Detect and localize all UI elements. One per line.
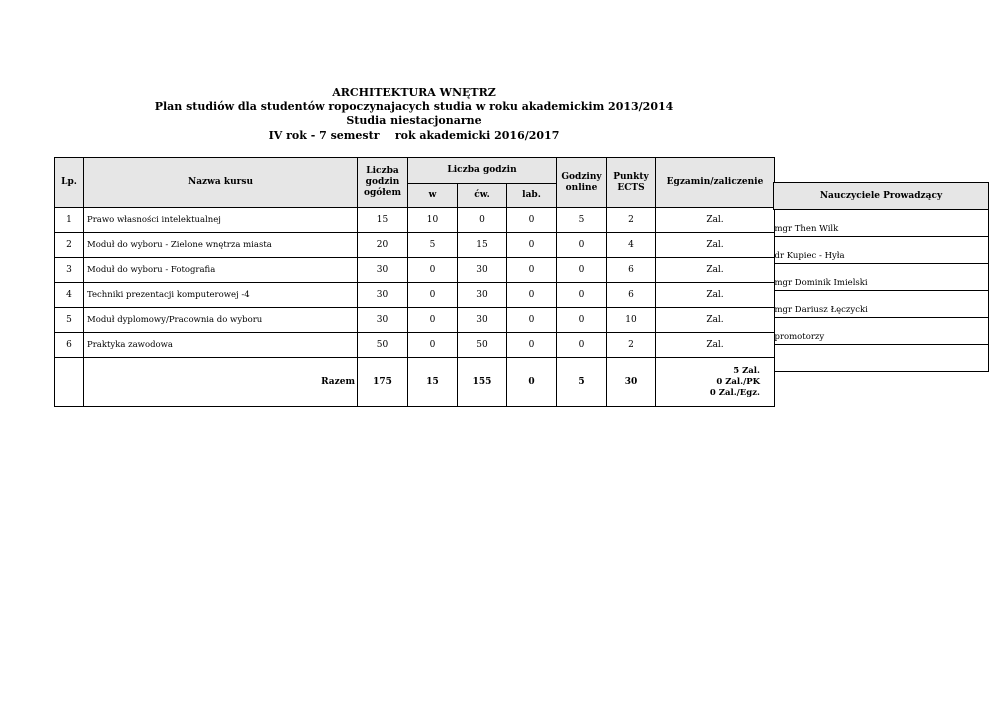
- cell-ects: 2: [607, 333, 656, 358]
- cell-course-name: Praktyka zawodowa: [84, 333, 358, 358]
- cell-ects: 6: [607, 283, 656, 308]
- cell-lp: 1: [55, 208, 84, 233]
- cell-course-name: Prawo własności intelektualnej: [84, 208, 358, 233]
- cell-online: 0: [557, 258, 607, 283]
- table-row: [55, 333, 775, 358]
- cell-exam: Zal.: [656, 333, 775, 358]
- header-online-hours: Godziny online: [557, 158, 607, 208]
- cell-exam: Zal.: [656, 233, 775, 258]
- cell-lab: 0: [507, 258, 557, 283]
- exam-summary: [656, 358, 775, 407]
- cell-lp: 5: [55, 308, 84, 333]
- cell-total-hours: 20: [358, 233, 408, 258]
- table-row: [55, 308, 775, 333]
- cell-total-hours: 30: [358, 258, 408, 283]
- exam-summary-pk: 0 Zal./PK: [716, 376, 760, 387]
- cell-empty: [55, 358, 84, 407]
- study-mode: Studia niestacjonarne: [346, 114, 482, 128]
- cell-course-name: Techniki prezentacji komputerowej -4: [84, 283, 358, 308]
- cell-lp: 3: [55, 258, 84, 283]
- cell-exercises: 15: [458, 233, 507, 258]
- exercises-sum: 155: [458, 358, 507, 407]
- header-lecture: w: [408, 184, 458, 208]
- cell-lab: 0: [507, 333, 557, 358]
- cell-exercises: 30: [458, 308, 507, 333]
- cell-lp: 2: [55, 233, 84, 258]
- faculty-title: ARCHITEKTURA WNĘTRZ: [332, 86, 496, 99]
- study-plan-table: [54, 157, 775, 407]
- cell-total-hours: 30: [358, 308, 408, 333]
- cell-exercises: 30: [458, 283, 507, 308]
- cell-exam: Zal.: [656, 208, 775, 233]
- cell-lecture: 0: [408, 333, 458, 358]
- header-lab: lab.: [507, 184, 557, 208]
- header-total-hours: Liczba godzin ogółem: [358, 158, 408, 208]
- header-lp: Lp.: [55, 158, 84, 208]
- cell-lecture: 0: [408, 308, 458, 333]
- lab-sum: 0: [507, 358, 557, 407]
- header-ects: Punkty ECTS: [607, 158, 656, 208]
- cell-ects: 4: [607, 233, 656, 258]
- cell-ects: 6: [607, 258, 656, 283]
- plan-title: Plan studiów dla studentów ropoczynajacych studia w roku akademickim 2013/2014: [154, 100, 674, 114]
- cell-lecture: 5: [408, 233, 458, 258]
- cell-ects: 10: [607, 308, 656, 333]
- cell-lab: 0: [507, 233, 557, 258]
- semester-info: IV rok - 7 semestr rok akademicki 2016/2017: [268, 128, 560, 142]
- header-exercises: ćw.: [458, 184, 507, 208]
- cell-lab: 0: [507, 308, 557, 333]
- cell-exam: Zal.: [656, 308, 775, 333]
- teachers-table: [773, 182, 989, 372]
- cell-ects: 2: [607, 208, 656, 233]
- cell-online: 0: [557, 333, 607, 358]
- cell-exam: Zal.: [656, 283, 775, 308]
- cell-lab: 0: [507, 283, 557, 308]
- cell-exam: Zal.: [656, 258, 775, 283]
- table-row: [55, 283, 775, 308]
- exam-summary-zal: 5 Zal.: [733, 365, 760, 376]
- table-row: [55, 258, 775, 283]
- cell-lecture: 10: [408, 208, 458, 233]
- cell-lecture: 0: [408, 283, 458, 308]
- table-row: [55, 208, 775, 233]
- table-row: [55, 233, 775, 258]
- cell-online: 0: [557, 233, 607, 258]
- total-hours-sum: 175: [358, 358, 408, 407]
- cell-lp: 6: [55, 333, 84, 358]
- cell-course-name: Moduł do wyboru - Zielone wnętrza miasta: [84, 233, 358, 258]
- ects-sum: 30: [607, 358, 656, 407]
- document-header: [54, 86, 774, 143]
- cell-total-hours: 30: [358, 283, 408, 308]
- exam-summary-egz: 0 Zal./Egz.: [709, 387, 760, 398]
- teacher-cell: mgr Dominik Imielski: [774, 264, 989, 291]
- teacher-cell: dr Kupiec - Hyła: [774, 237, 989, 264]
- header-course-name: Nazwa kursu: [84, 158, 358, 208]
- header-hours-group: Liczba godzin: [408, 158, 557, 184]
- teacher-cell: [774, 345, 989, 372]
- teacher-cell: mgr Dariusz Łęczycki: [774, 291, 989, 318]
- cell-course-name: Moduł do wyboru - Fotografia: [84, 258, 358, 283]
- header-exam: Egzamin/zaliczenie: [656, 158, 775, 208]
- totals-row: [55, 358, 775, 407]
- cell-exercises: 0: [458, 208, 507, 233]
- header-teachers: Nauczyciele Prowadzący: [774, 183, 989, 210]
- cell-lab: 0: [507, 208, 557, 233]
- cell-online: 0: [557, 283, 607, 308]
- cell-exercises: 30: [458, 258, 507, 283]
- online-sum: 5: [557, 358, 607, 407]
- cell-online: 0: [557, 308, 607, 333]
- cell-exercises: 50: [458, 333, 507, 358]
- cell-total-hours: 50: [358, 333, 408, 358]
- lecture-sum: 15: [408, 358, 458, 407]
- cell-lp: 4: [55, 283, 84, 308]
- cell-online: 5: [557, 208, 607, 233]
- cell-total-hours: 15: [358, 208, 408, 233]
- cell-course-name: Moduł dyplomowy/Pracownia do wyboru: [84, 308, 358, 333]
- teacher-cell: promotorzy: [774, 318, 989, 345]
- cell-lecture: 0: [408, 258, 458, 283]
- teacher-cell: mgr Then Wilk: [774, 210, 989, 237]
- totals-label: Razem: [84, 358, 358, 407]
